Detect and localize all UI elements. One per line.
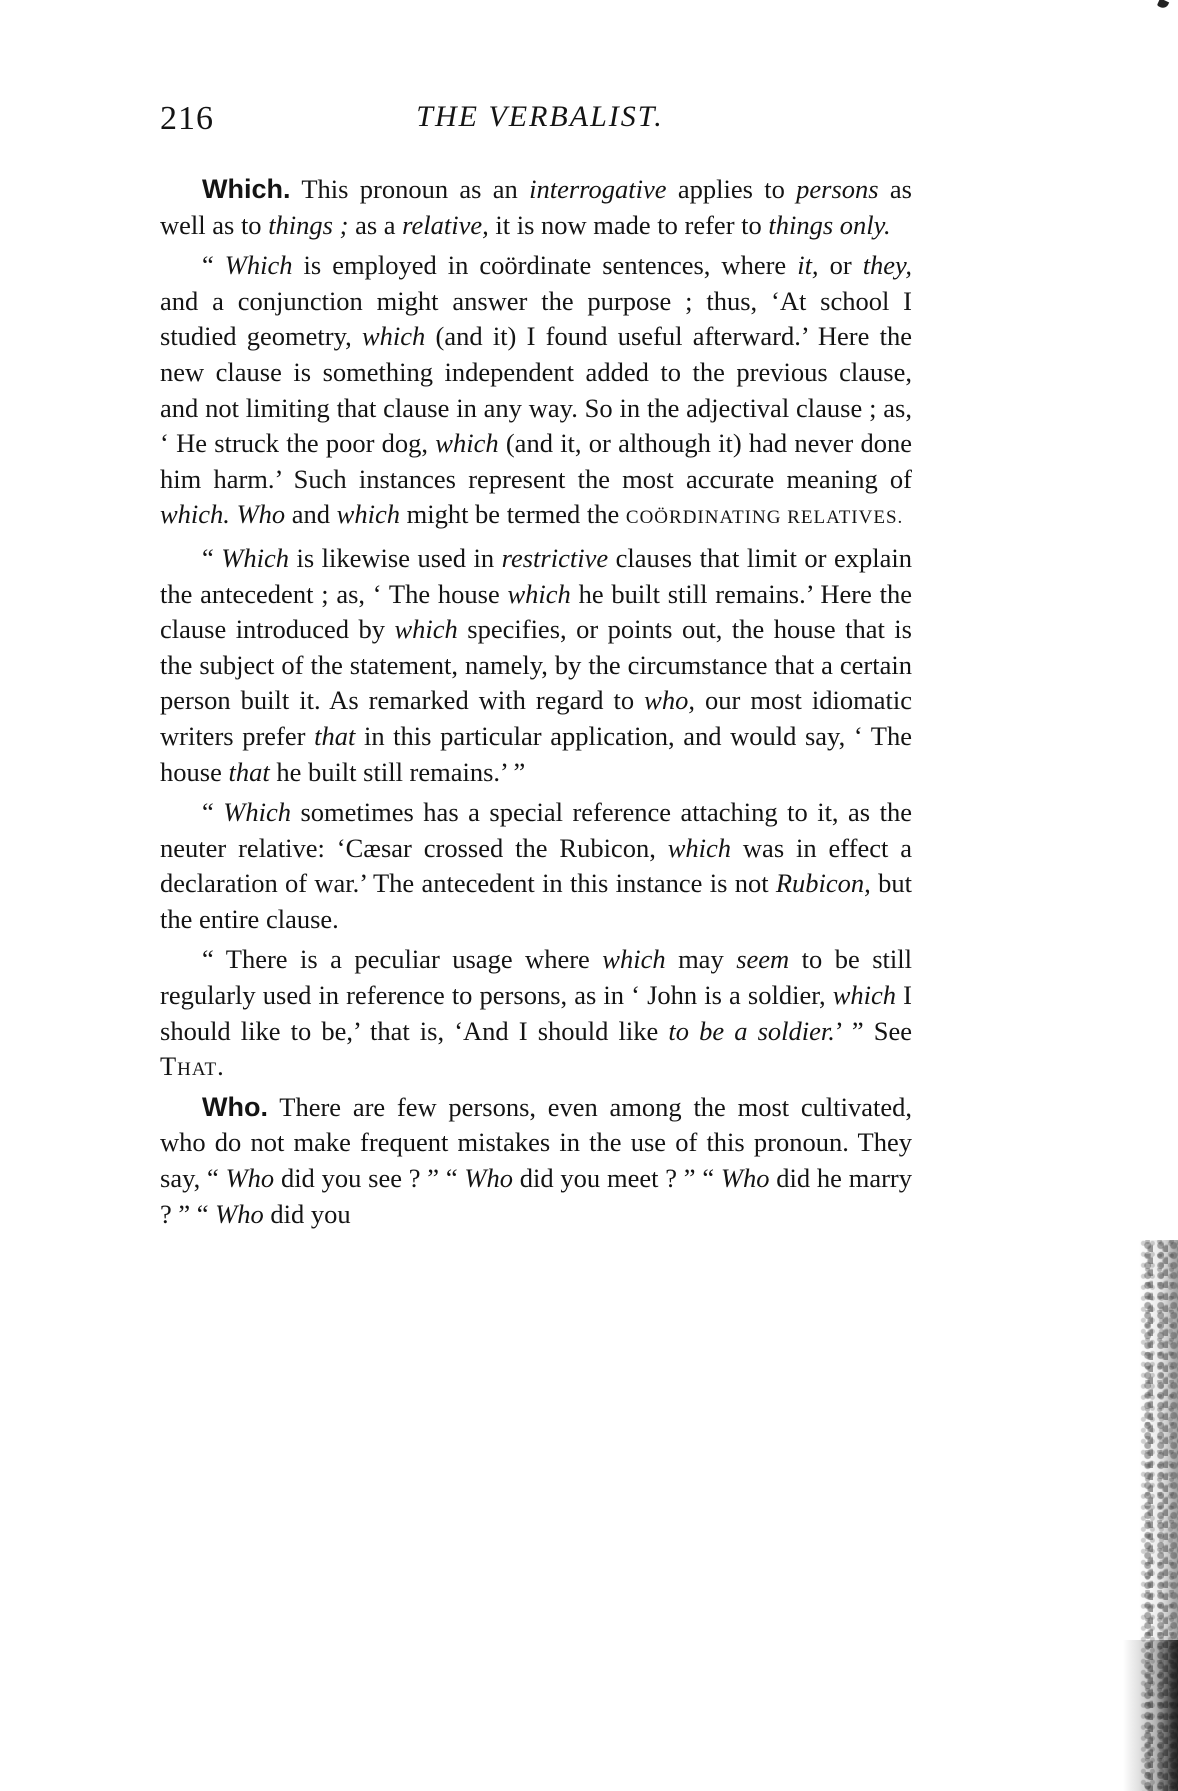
italic-term: which (507, 578, 571, 609)
text: or (818, 250, 863, 281)
text: “ (202, 797, 224, 828)
italic-term: seem (736, 944, 790, 975)
text: did you meet ? ” “ (512, 1163, 721, 1194)
text: it is now made to refer to (488, 209, 769, 240)
text: he built still remains.’ Here the clause introduced by (160, 578, 913, 645)
text: was in effect a declaration of war.’ The antecedent in this instance is not (160, 832, 912, 899)
italic-term: which (435, 428, 499, 459)
page-number: 216 (160, 100, 214, 137)
text: in this particular application, and would say, ‘ The house (160, 720, 912, 787)
paragraph-which-definition (160, 172, 912, 243)
italic-term: persons (796, 174, 879, 204)
running-title: THE VERBALIST. (416, 100, 664, 133)
italic-term: Who (225, 1163, 275, 1194)
text: did he marry ? ” “ (160, 1163, 912, 1229)
text: clauses that limit or explain the antecedent ; as, ‘ The house (160, 542, 912, 609)
paragraph-peculiar-usage (160, 942, 912, 1084)
italic-term: Rubicon, (775, 868, 871, 899)
cross-reference: That. (160, 1051, 225, 1082)
text: he built still remains.’ ” (269, 756, 526, 787)
italic-term: Which (224, 250, 293, 281)
italic-term: Who (464, 1163, 513, 1194)
text: ’ ” See (834, 1015, 912, 1046)
text: as a (348, 209, 403, 240)
paragraph-restrictive (160, 541, 912, 790)
italic-term: restrictive (501, 542, 609, 573)
italic-term: who, (644, 685, 695, 716)
text: and a conjunction might answer the purpose ; thus, ‘At school I studied geometry, (160, 285, 912, 352)
text: is likewise used in (288, 542, 502, 573)
page-header (160, 100, 920, 140)
italic-term: which (602, 944, 666, 975)
text: may (665, 944, 737, 975)
paragraph-who-definition (160, 1090, 912, 1232)
italic-term: it, (797, 250, 819, 281)
text: and (285, 499, 337, 530)
text: is employed in coördinate sentences, where (292, 250, 798, 281)
italic-term: things ; (268, 209, 349, 240)
italic-term: Who (236, 499, 286, 530)
text: did you see ? ” “ (274, 1163, 465, 1194)
text: (and it) I found useful afterward.’ Here the new clause is something independent added to the previous clause, and not limiting that clause in any way. So in the adjectival clause ; as, ‘ He struck the poor dog, (160, 321, 912, 459)
italic-term: which (832, 980, 897, 1011)
text: might be termed the (399, 499, 626, 530)
text: did you (263, 1198, 351, 1229)
italic-term: relative, (402, 209, 489, 240)
paragraph-coordinate (160, 248, 912, 536)
text: our most idiomatic writers prefer (160, 685, 912, 751)
italic-term: Which (223, 797, 291, 828)
italic-term: to be a soldier. (668, 1015, 835, 1046)
paragraph-neuter-relative (160, 795, 912, 937)
text: This pronoun as an (290, 174, 530, 204)
italic-term: they, (862, 250, 912, 281)
italic-term: which (361, 321, 426, 352)
text: sometimes has a special reference attaching to it, as the neuter relative: ‘Cæsar crossed the Rubicon, (160, 797, 912, 863)
text: applies to (666, 174, 797, 204)
text: (and it, or although it) had never done him harm.’ Such instances represent the most accurate meaning of (160, 428, 913, 494)
text: specifies, or points out, the house that is the subject of the statement, namely, by the circumstance that a certain person built it. As remarked with regard to (160, 614, 912, 716)
text (230, 499, 237, 529)
italic-term: that (228, 756, 270, 787)
italic-term: Who (215, 1198, 264, 1229)
text: “ There is a peculiar usage where (202, 944, 603, 975)
italic-term: Who (720, 1163, 770, 1194)
italic-term: which (336, 499, 400, 530)
text: “ (202, 542, 222, 573)
italic-term: which (667, 832, 732, 863)
entry-headword: Who. (202, 1091, 268, 1122)
text: but the entire clause. (160, 868, 912, 934)
small-caps-term: COÖRDINATING RELATIVES. (625, 507, 904, 529)
italic-term: which (394, 614, 458, 645)
italic-term: interrogative (529, 174, 667, 204)
text: as well as to (160, 174, 912, 240)
italic-term: Which (221, 542, 289, 573)
italic-term: things only. (768, 209, 891, 240)
entry-headword: Which. (202, 174, 291, 204)
text: There are few persons, even among the most cultivated, who do not make frequent mistakes in the use of this pronoun. They say, “ (160, 1091, 912, 1194)
scan-mark (1157, 0, 1169, 10)
text: “ (202, 250, 225, 281)
text: to be still regularly used in reference to persons, as in ‘ John is a soldier, (160, 944, 913, 1011)
italic-term: that (314, 720, 356, 751)
page-body (160, 172, 912, 1237)
text: I should like to be,’ that is, ‘And I should like (160, 980, 913, 1046)
page-edge-shadow-bottom (1123, 1640, 1178, 1791)
italic-term: which. (160, 499, 230, 530)
